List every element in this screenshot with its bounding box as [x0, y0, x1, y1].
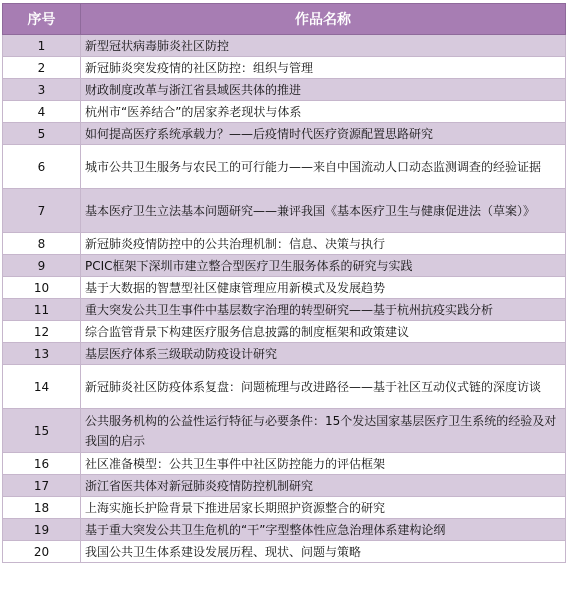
row-index: 15 [3, 409, 81, 453]
row-title: 财政制度改革与浙江省县域医共体的推进 [81, 79, 566, 101]
row-title: 社区准备模型：公共卫生事件中社区防控能力的评估框架 [81, 453, 566, 475]
row-title: 杭州市“医养结合”的居家养老现状与体系 [81, 101, 566, 123]
row-index: 4 [3, 101, 81, 123]
row-title: 基层医疗体系三级联动防疫设计研究 [81, 343, 566, 365]
row-index: 1 [3, 35, 81, 57]
table-row [3, 277, 566, 299]
row-index: 17 [3, 475, 81, 497]
row-index: 19 [3, 519, 81, 541]
row-title: 新冠肺炎疫情防控中的公共治理机制：信息、决策与执行 [81, 233, 566, 255]
table-row [3, 145, 566, 189]
row-title: 城市公共卫生服务与农民工的可行能力——来自中国流动人口动态监测调查的经验证据 [81, 145, 566, 189]
works-table-container [2, 3, 565, 563]
table-row [3, 233, 566, 255]
row-title: PCIC框架下深圳市建立整合型医疗卫生服务体系的研究与实践 [81, 255, 566, 277]
table-row [3, 343, 566, 365]
row-index: 8 [3, 233, 81, 255]
row-title: 综合监管背景下构建医疗服务信息披露的制度框架和政策建议 [81, 321, 566, 343]
row-title: 浙江省医共体对新冠肺炎疫情防控机制研究 [81, 475, 566, 497]
table-row [3, 189, 566, 233]
row-index: 18 [3, 497, 81, 519]
table-header-row [3, 4, 566, 35]
table-row [3, 365, 566, 409]
row-index: 20 [3, 541, 81, 563]
table-row [3, 541, 566, 563]
table-row [3, 497, 566, 519]
table-row [3, 255, 566, 277]
table-body [3, 35, 566, 563]
row-index: 14 [3, 365, 81, 409]
header-title: 作品名称 [81, 4, 566, 35]
row-index: 10 [3, 277, 81, 299]
table-row [3, 519, 566, 541]
row-index: 16 [3, 453, 81, 475]
table-row [3, 35, 566, 57]
row-index: 2 [3, 57, 81, 79]
row-index: 11 [3, 299, 81, 321]
row-title: 基于重大突发公共卫生危机的“干”字型整体性应急治理体系建构论纲 [81, 519, 566, 541]
row-index: 13 [3, 343, 81, 365]
row-title: 新型冠状病毒肺炎社区防控 [81, 35, 566, 57]
works-table [2, 3, 566, 563]
row-index: 6 [3, 145, 81, 189]
row-title: 基于大数据的智慧型社区健康管理应用新模式及发展趋势 [81, 277, 566, 299]
row-title: 公共服务机构的公益性运行特征与必要条件：15个发达国家基层医疗卫生系统的经验及对我国的启示 [81, 409, 566, 453]
table-row [3, 453, 566, 475]
row-title: 基本医疗卫生立法基本问题研究——兼评我国《基本医疗卫生与健康促进法（草案）》 [81, 189, 566, 233]
row-title: 我国公共卫生体系建设发展历程、现状、问题与策略 [81, 541, 566, 563]
row-index: 9 [3, 255, 81, 277]
row-title: 新冠肺炎突发疫情的社区防控：组织与管理 [81, 57, 566, 79]
table-row [3, 409, 566, 453]
row-title: 如何提高医疗系统承载力？——后疫情时代医疗资源配置思路研究 [81, 123, 566, 145]
row-index: 3 [3, 79, 81, 101]
row-title: 新冠肺炎社区防疫体系复盘：问题梳理与改进路径——基于社区互动仪式链的深度访谈 [81, 365, 566, 409]
row-index: 5 [3, 123, 81, 145]
table-row [3, 321, 566, 343]
table-row [3, 475, 566, 497]
table-row [3, 79, 566, 101]
table-row [3, 299, 566, 321]
row-index: 12 [3, 321, 81, 343]
row-title: 重大突发公共卫生事件中基层数字治理的转型研究——基于杭州抗疫实践分析 [81, 299, 566, 321]
row-index: 7 [3, 189, 81, 233]
header-index: 序号 [3, 4, 81, 35]
row-title: 上海实施长护险背景下推进居家长期照护资源整合的研究 [81, 497, 566, 519]
table-row [3, 101, 566, 123]
table-row [3, 123, 566, 145]
table-row [3, 57, 566, 79]
